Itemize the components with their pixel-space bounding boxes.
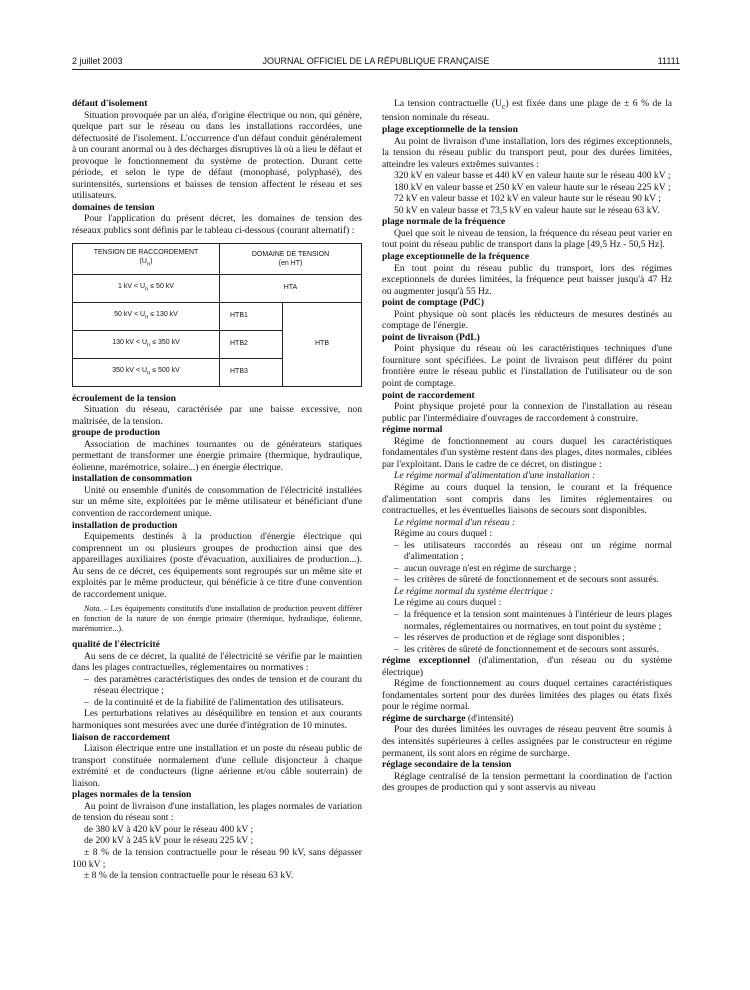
def-installation-consommation: Unité ou ensemble d'unités de consommation de l'électricité installées sur un même site, exploitées par le même utilisateur et bénéficiant d'une convention de raccordement unique.	[72, 484, 362, 520]
def-point-livraison: Point physique du réseau où les caractéristiques techniques d'une fourniture sont spécifiées. Le point de livraison peut différer du point frontière entre le réseau public et l'installation de l'utilisateur ou de son point de comptage.	[382, 343, 672, 390]
pex-90kv: 72 kV en valeur basse et 102 kV en valeur haute sur le réseau 90 kV ;	[394, 193, 661, 205]
def-liaison-raccordement: Liaison électrique entre une installation et un poste du réseau public de transport constituée normalement d'une cellule disjoncteur à chaque extrémité et de conducteurs (ligne aérienne et/ou câble souterrain) de liaison.	[72, 743, 362, 789]
pex-63kv: 50 kV en valeur basse et 73,5 kV en valeur haute sur le réseau 63 kV.	[394, 204, 660, 216]
def-plage-normale-frequence: Quel que soit le niveau de tension, la fréquence du réseau peut varier en tout point du réseau public de transport dans la plage [49,5 Hz - 50,5 Hz].	[382, 227, 672, 251]
list-item: – des paramètres caractéristiques des ondes de tension et de courant du réseau électrique ;	[94, 674, 362, 697]
term-plage-exceptionnelle-tension: plage exceptionnelle de la tension	[382, 124, 518, 135]
subterm-regime-normal-alimentation: Le régime normal d'alimentation d'une installation :	[394, 470, 596, 482]
term-regime-surcharge: régime de surcharge (d'intensité)	[382, 712, 514, 724]
term-installation-production: installation de production	[72, 519, 178, 531]
term-point-comptage: point de comptage (PdC)	[382, 297, 485, 309]
pex-225kv: 180 kV en valeur basse et 250 kV en valeur haute sur le réseau 225 kV ;	[394, 181, 671, 193]
term-groupe-production: groupe de production	[72, 427, 161, 439]
def-regime-normal-alimentation: Régime au cours duquel la tension, le courant et la fréquence d'alimentation sont compris dans les limites réglementaires ou contractuelles, et les éventuelles liaisons de secours sont disponibles.	[382, 481, 672, 517]
nota-note: Nota. – Les équipements constitutifs d'une installation de production peuvent différer en fonction de la nature de son énergie primaire (thermique, hydraulique, éolienne, marémotrice...).	[72, 604, 362, 633]
regime-reseau-list	[382, 540, 672, 586]
term-plage-exceptionnelle-frequence: plage exceptionnelle de la fréquence	[382, 251, 530, 263]
regime-reseau-intro: Régime au cours duquel :	[394, 528, 493, 540]
def-plage-exceptionnelle-frequence: En tout point du réseau public du transport, lors des régimes exceptionnels de durées limitées, la fréquence peut baisser jusqu'à 47 Hz ou augmenter jusqu'à 55 Hz.	[382, 262, 672, 297]
def-point-comptage: Point physique où sont placés les réducteurs de mesures destinés au comptage de l'énergie.	[382, 308, 672, 332]
table-cell-domain: HTB1	[220, 302, 283, 330]
term-domaines-tension: domaines de tension	[72, 201, 155, 213]
table-header-raccordement: TENSION DE RACCORDEMENT $(U_n)$	[73, 243, 220, 274]
subterm-regime-normal-reseau: Le régime normal d'un réseau :	[394, 516, 516, 528]
pex-400kv: 320 kV en valeur basse et 440 kV en valeur haute sur le réseau 400 kV ;	[394, 170, 671, 182]
table-cell-range: 1 kV < $U_n \le 50$ kV	[73, 274, 220, 302]
term-regime-normal: régime normal	[382, 424, 443, 436]
left-column	[72, 98, 362, 882]
table-row	[73, 243, 362, 274]
def-domaines-tension: Pour l'application du présent décret, les domaines de tension des réseaux publics sont définis par le tableau ci-dessous (courant alternatif) :	[72, 213, 362, 237]
table-cell-domain: HTA	[220, 274, 362, 302]
plage-90kv: ± 8 % de la tension contractuelle pour le réseau 90 kV, sans dépasser 100 kV ;	[72, 847, 362, 870]
header-rule	[72, 69, 680, 70]
page-header	[72, 56, 680, 70]
def-reglage-secondaire: Réglage centralisé de la tension permettant la coordination de l'action des groupes de production qui y sont asservis au niveau	[382, 770, 672, 794]
def-point-raccordement: Point physique projeté pour la connexion de l'installation au réseau public par l'intermédiaire d'ouvrages de raccordement à construire.	[382, 401, 672, 424]
def-regime-surcharge: Pour des durées limitées les ouvrages de réseau peuvent être soumis à des intensités supérieures à celles assignées par le constructeur en régime permanent, ils sont alors en régime de surcharge.	[382, 724, 672, 759]
list-item: – les critères de sûreté de fonctionnement et de secours sont assurés.	[404, 574, 672, 586]
term-point-livraison: point de livraison (PdL)	[382, 331, 480, 343]
list-item: – les critères de sûreté de fonctionnement et de secours sont assurés.	[404, 644, 672, 656]
header-journal-title: JOURNAL OFFICIEL DE LA RÉPUBLIQUE FRANÇAISE	[262, 56, 490, 66]
def-regime-exceptionnel: Régime de fonctionnement au cours duquel certaines caractéristiques fondamentales sortent pour des durées limitées des plages ou états fixés pour le régime normal.	[382, 678, 672, 713]
plage-225kv: de 200 kV à 245 kV pour le réseau 225 kV ;	[84, 835, 254, 847]
table-cell-htb: HTB	[283, 302, 362, 386]
term-plages-normales-tension: plages normales de la tension	[72, 789, 192, 801]
term-ecroulement: écroulement de la tension	[72, 392, 177, 404]
subterm-regime-normal-systeme: Le régime normal du système électrique :	[394, 585, 554, 597]
def-qualite-perturbations: Les perturbations relatives au déséquilibre en tension et aux courants harmoniques sont mesurées avec une durée d'intégration de 10 minutes.	[72, 708, 362, 732]
plage-400kv: de 380 kV à 420 kV pour le réseau 400 kV ;	[84, 823, 254, 835]
header-date: 2 juillet 2003	[72, 56, 123, 66]
list-item: – les utilisateurs raccordés au réseau ont un régime normal d'alimentation ;	[404, 540, 672, 563]
table-row	[73, 274, 362, 302]
def-ecroulement: Situation du réseau, caractérisée par une baisse excessive, non maîtrisée, de la tension.	[72, 404, 362, 427]
def-plage-exceptionnelle-tension: Au point de livraison d'une installation, lors des régimes exceptionnels, la tension du réseau public du transport peut, pour des durées limitées, atteindre les valeurs extrêmes suivantes :	[382, 135, 672, 170]
term-qualite-electricite: qualité de l'électricité	[72, 639, 160, 651]
term-defaut-isolement: défaut d'isolement	[72, 98, 148, 109]
plage-63kv: ± 8 % de la tension contractuelle pour le réseau 63 kV.	[84, 870, 294, 882]
term-plage-normale-frequence: plage normale de la fréquence	[382, 216, 506, 228]
table-cell-range: 50 kV < $U_n \le 130$ kV	[73, 302, 220, 330]
table-cell-range: 350 kV < $U_n \le 500$ kV	[73, 358, 220, 386]
regime-systeme-intro: Le régime au cours duquel :	[394, 597, 502, 609]
def-installation-production: Equipements destinés à la production d'énergie électrique qui comprennent un ou plusieurs groupes de production ainsi que des appareillages auxiliaires (poste d'évacuation, auxiliaires de production...). Au sens de ce décret, ces équipements sont regroupés sur un même site et exploités par le même producteur, qui bénéficie à ce titre d'une convention de raccordement unique.	[72, 531, 362, 600]
term-point-raccordement: point de raccordement	[382, 389, 475, 401]
table-header-domaine: DOMAINE DE TENSION (en HT)	[220, 243, 362, 274]
table-cell-domain: HTB3	[220, 358, 283, 386]
def-qualite-electricite: Au sens de ce décret, la qualité de l'électricité se vérifie par le maintien dans les plages contractuelles, réglementaires ou normatives :	[72, 650, 362, 674]
list-item: – aucun ouvrage n'est en régime de surcharge ;	[404, 563, 672, 575]
table-cell-domain: HTB2	[220, 330, 283, 358]
voltage-domain-table	[72, 243, 362, 387]
table-cell-range: 130 kV < $U_n \le 350$ kV	[73, 330, 220, 358]
term-regime-exceptionnel: régime exceptionnel (d'alimentation, d'un réseau ou du système électrique)	[382, 655, 672, 678]
header-page-number: 11111	[657, 56, 680, 66]
def-plages-normales-tension: Au point de livraison d'une installation, les plages normales de variation de tension du réseau sont :	[72, 800, 362, 824]
list-item: – la fréquence et la tension sont maintenues à l'intérieur de leurs plages normales, réglementaires ou normatives, en tout point du système ;	[404, 609, 672, 632]
term-reglage-secondaire: réglage secondaire de la tension	[382, 759, 512, 771]
term-installation-consommation: installation de consommation	[72, 473, 192, 485]
list-item: – les réserves de production et de réglage sont disponibles ;	[404, 632, 672, 644]
table-row	[73, 302, 362, 330]
def-groupe-production: Association de machines tournantes ou de générateurs statiques permettant de transformer une énergie primaire (thermique, hydraulique, éolienne, marémotrice, solaire...) en énergie électrique.	[72, 438, 362, 473]
right-column	[382, 98, 672, 794]
regime-systeme-list	[382, 609, 672, 655]
def-defaut-isolement: Situation provoquée par un aléa, d'origine électrique ou non, qui génère, quelque part sur le réseau ou dans les installations raccordées, une défectuosité de l'isolement. L'occurrence d'un défaut conduit généralement à un courant anormal ou à des décharges disruptives là où a lieu le défaut et provoque le fonctionnement du système de protection. Durant cette période, et selon le type de défaut (monophasé, polyphasé), des surintensités, surtensions et baisses de tension affectent le réseau et ses utilisateurs.	[72, 109, 362, 202]
list-item: – de la continuité et de la fiabilité de l'alimentation des utilisateurs.	[94, 697, 362, 709]
qualite-list	[72, 674, 362, 709]
term-liaison-raccordement: liaison de raccordement	[72, 731, 171, 743]
tension-contractuelle-text: La tension contractuelle $(U_c)$ est fixée dans une plage de ± 6 % de la tension nominale du réseau.	[382, 98, 672, 124]
def-regime-normal: Régime de fonctionnement au cours duquel les caractéristiques fondamentales d'un système restent dans des plages, dites normales, ciblées par l'exploitant. Dans le cadre de ce décret, on distingue :	[382, 435, 672, 470]
